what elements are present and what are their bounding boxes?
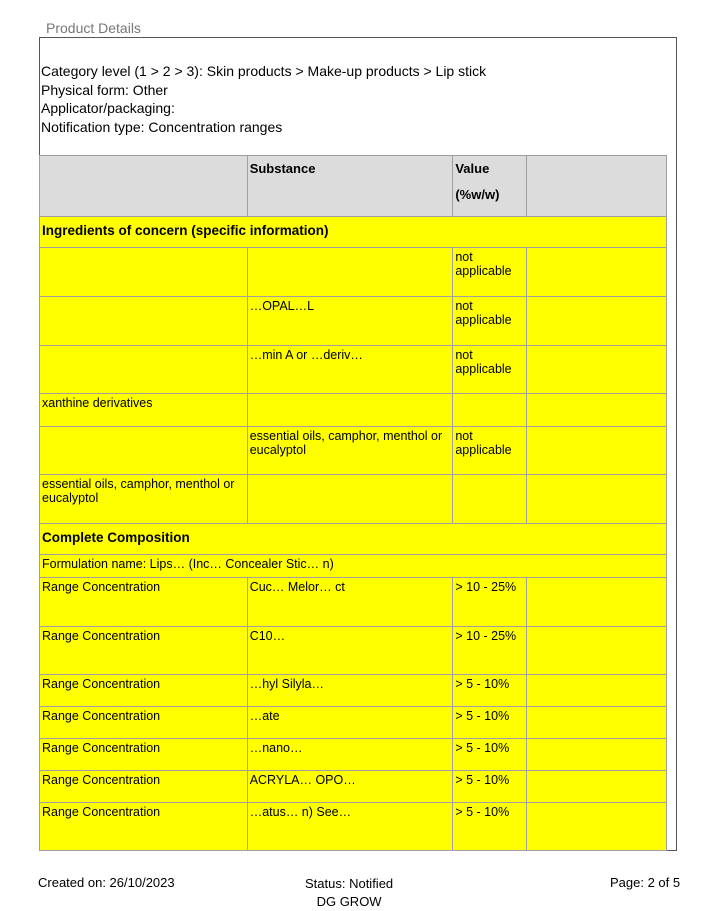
table-row: …OPAL…L not applicable xyxy=(40,297,667,346)
footer-dg: DG GROW xyxy=(316,894,382,909)
table-row: xanthine derivatives xyxy=(40,394,667,427)
table-row: …min A or …deriv… not applicable xyxy=(40,346,667,394)
table-row: essential oils, camphor, menthol or eucalyptol xyxy=(40,475,667,524)
formulation-name: Formulation name: Lips… (Inc… Concealer Stic… n) xyxy=(40,555,667,578)
section-ingredients-of-concern: Ingredients of concern (specific information) xyxy=(40,217,667,248)
table-row: essential oils, camphor, menthol or eucalyptol not applicable xyxy=(40,427,667,475)
table-row: Range Concentration C10… > 10 - 25% xyxy=(40,627,667,675)
header-value-unit: (%w/w) xyxy=(455,187,500,202)
table-row: Range Concentration …ate > 5 - 10% xyxy=(40,707,667,739)
product-meta xyxy=(41,62,486,136)
section-complete-composition: Complete Composition xyxy=(40,524,667,555)
table-row: Range Concentration …hyl Silyla… > 5 - 10% xyxy=(40,675,667,707)
page-header-title: Product Details xyxy=(46,20,141,36)
header-empty xyxy=(40,156,248,217)
header-value xyxy=(453,156,527,217)
table-row: not applicable xyxy=(40,248,667,297)
footer-page-number: Page: 2 of 5 xyxy=(610,875,681,890)
table-row: Range Concentration Cuc… Melor… ct > 10 - 25% xyxy=(40,578,667,627)
footer-created-date: Created on: 26/10/2023 xyxy=(38,875,175,890)
category-line: Category level (1 > 2 > 3): Skin products > Make-up products > Lip stick xyxy=(41,63,487,79)
applicator-line: Applicator/packaging: xyxy=(41,100,175,116)
composition-table xyxy=(39,155,667,851)
table-row: Range Concentration …atus… n) See… > 5 - 10% xyxy=(40,803,667,851)
physical-form-line: Physical form: Other xyxy=(41,81,168,98)
footer-status-text: Status: Notified xyxy=(305,876,394,891)
table-row: Range Concentration ACRYLA… OPO… > 5 - 10% xyxy=(40,771,667,803)
footer-status xyxy=(305,875,393,911)
header-extra xyxy=(527,156,667,217)
header-substance: Substance xyxy=(247,156,453,217)
header-value-label: Value xyxy=(455,161,490,176)
notification-type-line: Notification type: Concentration ranges xyxy=(41,118,283,135)
table-row: Range Concentration …nano… > 5 - 10% xyxy=(40,739,667,771)
